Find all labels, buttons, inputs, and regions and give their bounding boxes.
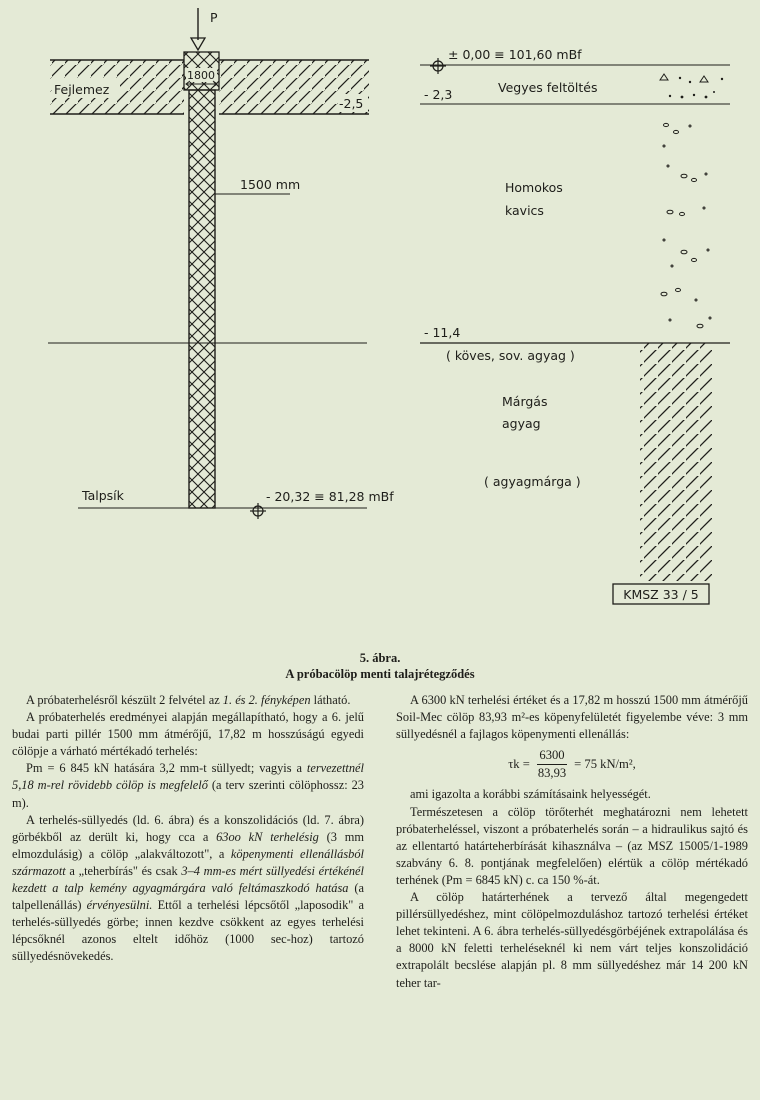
layer2-line2: kavics bbox=[505, 203, 544, 218]
text-run: A próbaterhelésről készült 2 felvétel az bbox=[26, 693, 223, 707]
formula-lhs: τk = bbox=[508, 757, 530, 772]
paragraph bbox=[12, 812, 364, 966]
layer3-line1: Márgás bbox=[502, 394, 548, 409]
right-column bbox=[396, 692, 748, 992]
figure-number: 5. ábra. bbox=[359, 651, 401, 665]
text-run: látható. bbox=[310, 693, 351, 707]
paragraph: A 6300 kN terhelési értéket és a 17,82 m hosszú 1500 mm átmérőjű Soil-Mec cölöp 83,93 m²-es köpenyfelületét figyelembe véve: 3 mm süllyedésnél a fajlagos köpenymenti ellenállás: bbox=[396, 693, 748, 742]
formula bbox=[396, 747, 748, 782]
stamp-label: KMSZ 33 / 5 bbox=[623, 587, 699, 602]
layer3-subtitle: ( agyagmárga ) bbox=[484, 474, 581, 489]
text-run: (a talpellenállás) bbox=[12, 881, 364, 913]
load-arrow bbox=[191, 8, 205, 50]
left-column bbox=[12, 692, 364, 966]
text-run-italic: 63oo kN terhelésig bbox=[216, 829, 319, 844]
cap-depth-label: -2,5 bbox=[339, 96, 364, 111]
layer2-bottom-depth: - 11,4 bbox=[424, 325, 461, 340]
paragraph bbox=[12, 692, 364, 709]
text-run: a „teherbírás" és csak bbox=[65, 863, 182, 878]
ground-level-label: ± 0,00 ≡ 101,60 mBf bbox=[448, 47, 582, 62]
paragraph: Természetesen a cölöp törőterhét meghatározni nem lehetett próbaterheléssel, viszont a próbaterhelés során – a hidraulikus sajtó és az ellentartó határteherbírását kihasználva – (az MSZ 15005/1-1989 szabvány 6. 8. pontjának megfelelően) elértük a cölöp mértékadó terhének (Pm = 6845 kN) c. ca 150 %-át. bbox=[396, 804, 748, 887]
formula-rhs: = 75 kN/m², bbox=[574, 757, 636, 772]
load-label: P bbox=[210, 10, 218, 25]
cap-width-label: 1800 bbox=[187, 69, 215, 82]
layer1-depth: - 2,3 bbox=[424, 87, 453, 102]
text-run: A terhelés-süllyedés (ld. 6. ábra) és a konszolidációs (ld. 7. ábra) görbékből az derült ki, hogy cca a bbox=[12, 812, 364, 844]
layer3-line2: agyag bbox=[502, 416, 541, 431]
gravel-symbols bbox=[661, 123, 711, 327]
formula-fraction bbox=[536, 747, 568, 782]
fill-symbols bbox=[660, 74, 723, 98]
marl-hatch bbox=[640, 343, 712, 581]
level-marker-ground bbox=[430, 58, 446, 74]
text-run: (3 mm elmozdulásig) a cölöp „alakváltozott", a bbox=[12, 829, 364, 861]
text-run: Ettől a terhelési lépcsőtől „laposodik" a terhelés-süllyedés görbe; innen kezdve csökkent az egyes terhelési lépcsőknél azonos eltelt időhöz (1000 sec-hoz) tartozó süllyedésnövekedés. bbox=[12, 898, 364, 964]
pile-shaft bbox=[189, 90, 215, 508]
pile-diameter-label: 1500 mm bbox=[240, 177, 301, 192]
toe-label: Talpsík bbox=[82, 488, 124, 503]
text-run-italic: tervezettnél 5,18 m-rel rövidebb cölöp is megfelelő bbox=[12, 761, 364, 793]
text-run-italic: 3–4 mm-es mért süllyedési értékénél kezdett a talp kemény agyagmárgára való feltámaszkodó hatása bbox=[12, 863, 365, 896]
formula-numerator: 6300 bbox=[537, 747, 566, 765]
level-marker-toe bbox=[250, 503, 266, 519]
figure-title: A próbacölöp menti talajrétegződés bbox=[285, 667, 475, 681]
toe-level-label: - 20,32 ≡ 81,28 mBf bbox=[266, 489, 394, 504]
cap-label: Fejlemez bbox=[54, 82, 110, 97]
text-run: Pm = 6 845 kN hatására 3,2 mm-t süllyedt; vagyis a bbox=[26, 761, 307, 776]
text-run: (a terv szerinti cölöphossz: 23 m). bbox=[12, 778, 364, 810]
paragraph: A cölöp határterhének a tervező által megengedett pillérsüllyedéshez, mint cölöpelmozduláshoz tartozó terhelési értéket lehet tekinteni. A 6. ábra terhelés-süllyedésgörbéjének extrapolálása és a 8000 kN feletti terheléseknél ki nem várt teljes konszolidáció extrapolált becslése alapján pl. 8 mm süllyedéshez már 14 200 kN teher tar- bbox=[396, 890, 748, 990]
text-run-italic: 1. és 2. fényképen bbox=[222, 693, 311, 707]
text-run-italic: érvényesülni. bbox=[86, 898, 153, 913]
layer2-line1: Homokos bbox=[505, 180, 563, 195]
layer2-subtitle: ( köves, sov. agyag ) bbox=[446, 348, 575, 363]
paragraph: A próbaterhelés eredményei alapján megállapítható, hogy a 6. jelű budai parti pillér 1500 mm átmérőjű, 17,82 m hosszúságú egyedi cölöpje a várható mértékadó terhelés: bbox=[12, 710, 364, 759]
text-run-italic: köpenymenti ellenállásból származott bbox=[12, 846, 364, 878]
formula-denominator: 83,93 bbox=[537, 766, 567, 781]
paragraph bbox=[12, 760, 364, 811]
layer1-name: Vegyes feltöltés bbox=[498, 80, 598, 95]
paragraph: ami igazolta a korábbi számításaink helyességét. bbox=[410, 787, 651, 802]
